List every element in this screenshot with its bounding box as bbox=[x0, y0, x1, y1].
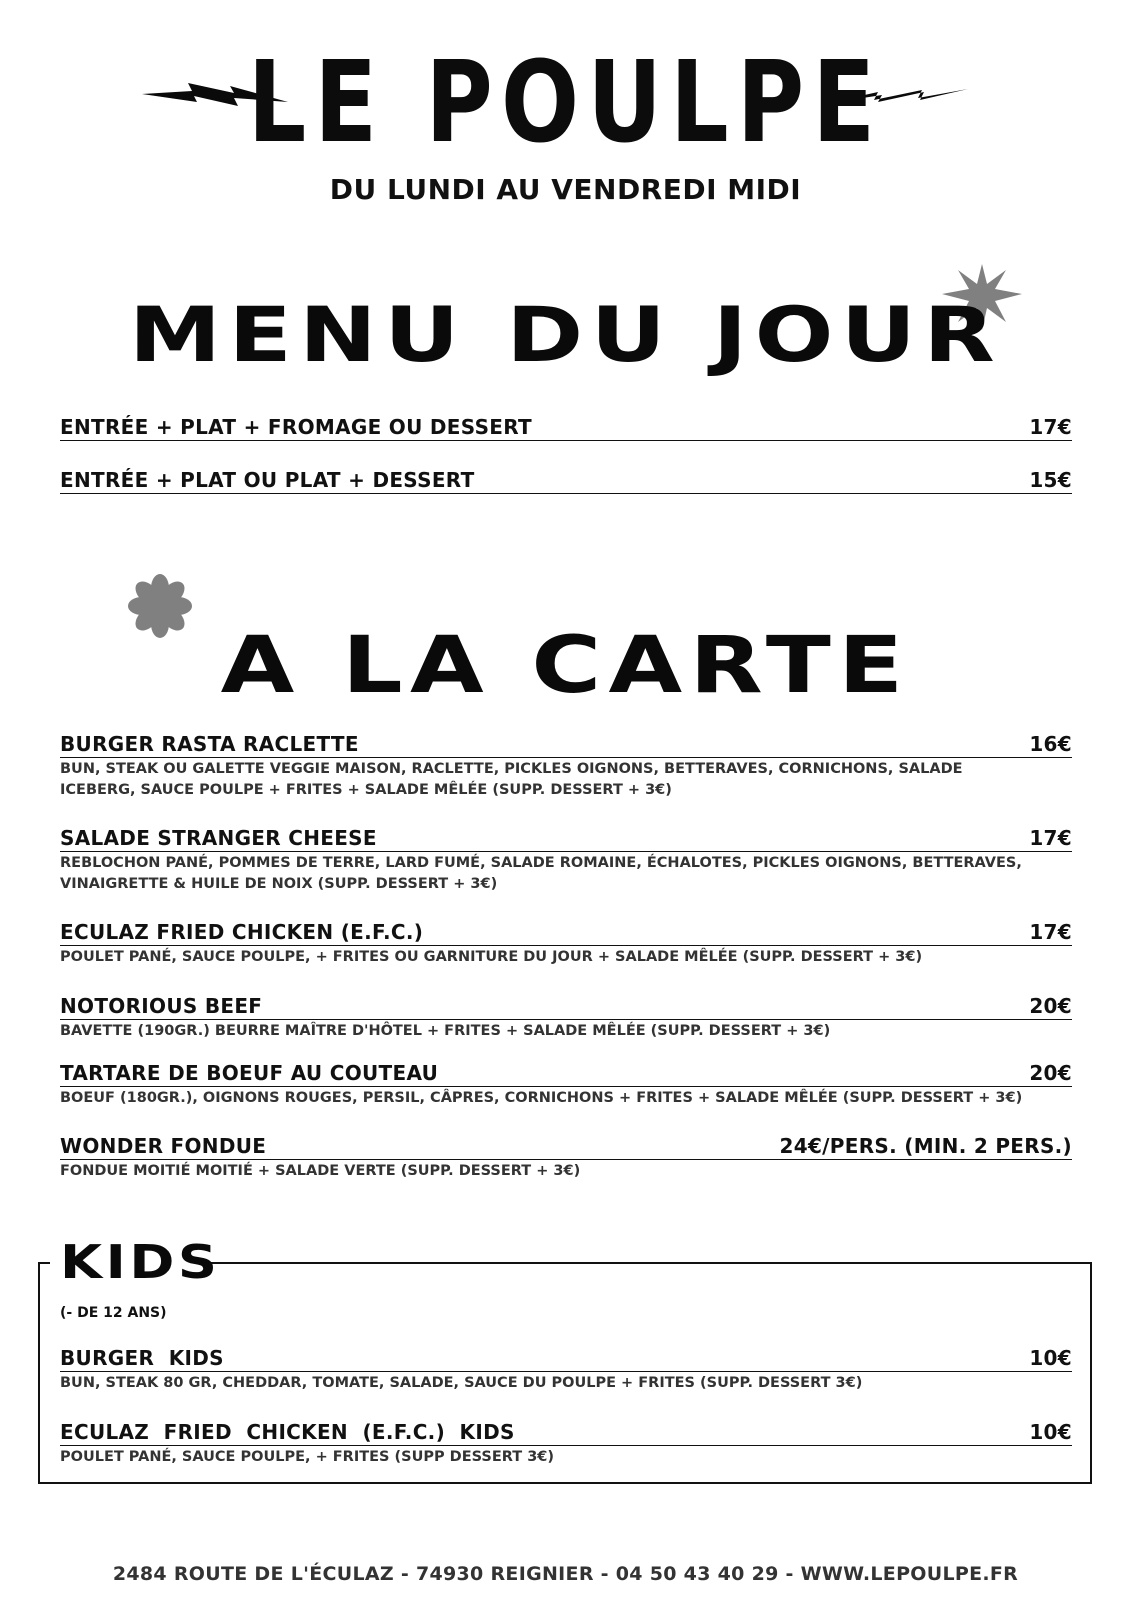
dish-name: WONDER FONDUE bbox=[60, 1134, 267, 1158]
dish-price: 10€ bbox=[1029, 1420, 1072, 1444]
kids-dish-row bbox=[60, 1345, 1072, 1372]
description-line: BUN, STEAK 80 GR, CHEDDAR, TOMATE, SALADE, SAUCE DU POULPE + FRITES (SUPP. DESSERT 3€) bbox=[60, 1375, 863, 1391]
a-la-carte-heading: A LA CARTE bbox=[220, 621, 911, 711]
kids-title-wrap bbox=[50, 1235, 221, 1289]
dish-description bbox=[60, 853, 1080, 895]
dish-price: 16€ bbox=[1029, 732, 1072, 756]
description-line: BOEUF (180GR.), OIGNONS ROUGES, PERSIL, CÂPRES, CORNICHONS + FRITES + SALADE MÊLÉE (SUPP. DESSERT + 3€) bbox=[60, 1090, 1023, 1106]
dish-row bbox=[60, 1133, 1072, 1160]
dish-row bbox=[60, 993, 1072, 1020]
description-line: VINAIGRETTE & HUILE DE NOIX (SUPP. DESSERT + 3€) bbox=[60, 876, 498, 892]
dish-name: ECULAZ FRIED CHICKEN (E.F.C.) KIDS bbox=[60, 1420, 515, 1444]
dish-name: BURGER RASTA RACLETTE bbox=[60, 732, 359, 756]
logo-title: LE POULPE bbox=[247, 38, 884, 168]
dish-description bbox=[60, 1447, 1080, 1468]
formula-price: 17€ bbox=[1029, 415, 1072, 439]
dish-row bbox=[60, 825, 1072, 852]
dish-price: 20€ bbox=[1029, 1061, 1072, 1085]
dish-description bbox=[60, 759, 1080, 801]
page-subtitle: DU LUNDI AU VENDREDI MIDI bbox=[329, 173, 802, 206]
description-line: BUN, STEAK OU GALETTE VEGGIE MAISON, RACLETTE, PICKLES OIGNONS, BETTERAVES, CORNICHONS, SALADE bbox=[60, 761, 963, 777]
formula-name: ENTRÉE + PLAT OU PLAT + DESSERT bbox=[60, 468, 475, 492]
dish-name: ECULAZ FRIED CHICKEN (E.F.C.) bbox=[60, 920, 424, 944]
dish-price: 17€ bbox=[1029, 920, 1072, 944]
kids-dish-row bbox=[60, 1419, 1072, 1446]
dish-description bbox=[60, 947, 1080, 968]
dish-description bbox=[60, 1161, 1080, 1182]
formula-row bbox=[60, 467, 1072, 494]
description-line: BAVETTE (190GR.) BEURRE MAÎTRE D'HÔTEL + FRITES + SALADE MÊLÉE (SUPP. DESSERT + 3€) bbox=[60, 1023, 831, 1039]
dish-price: 10€ bbox=[1029, 1346, 1072, 1370]
dish-name: NOTORIOUS BEEF bbox=[60, 994, 263, 1018]
description-line: POULET PANÉ, SAUCE POULPE, + FRITES OU GARNITURE DU JOUR + SALADE MÊLÉE (SUPP. DESSERT + 3€) bbox=[60, 949, 923, 965]
kids-heading: KIDS bbox=[60, 1235, 221, 1289]
kids-age-note: (- DE 12 ANS) bbox=[60, 1305, 167, 1321]
dish-name: SALADE STRANGER CHEESE bbox=[60, 826, 377, 850]
dish-description bbox=[60, 1021, 1080, 1042]
formula-row bbox=[60, 414, 1072, 441]
description-line: FONDUE MOITIÉ MOITIÉ + SALADE VERTE (SUPP. DESSERT + 3€) bbox=[60, 1163, 581, 1179]
description-line: ICEBERG, SAUCE POULPE + FRITES + SALADE MÊLÉE (SUPP. DESSERT + 3€) bbox=[60, 782, 672, 798]
dish-row bbox=[60, 731, 1072, 758]
dish-name: BURGER KIDS bbox=[60, 1346, 224, 1370]
dish-price: 24€/PERS. (MIN. 2 PERS.) bbox=[779, 1134, 1072, 1158]
dish-row bbox=[60, 919, 1072, 946]
description-line: REBLOCHON PANÉ, POMMES DE TERRE, LARD FUMÉ, SALADE ROMAINE, ÉCHALOTES, PICKLES OIGNONS, BETTERAVES, bbox=[60, 855, 1022, 871]
formula-name: ENTRÉE + PLAT + FROMAGE OU DESSERT bbox=[60, 415, 532, 439]
dish-description bbox=[60, 1373, 1080, 1394]
formula-price: 15€ bbox=[1029, 468, 1072, 492]
footer-contact: 2484 ROUTE DE L'ÉCULAZ - 74930 REIGNIER - 04 50 43 40 29 - WWW.LEPOULPE.FR bbox=[112, 1563, 1019, 1585]
dish-price: 17€ bbox=[1029, 826, 1072, 850]
dish-row bbox=[60, 1060, 1072, 1087]
menu-du-jour-heading: MENU DU JOUR bbox=[128, 290, 1003, 379]
description-line: POULET PANÉ, SAUCE POULPE, + FRITES (SUPP DESSERT 3€) bbox=[60, 1449, 555, 1465]
dish-price: 20€ bbox=[1029, 994, 1072, 1018]
dish-name: TARTARE DE BOEUF AU COUTEAU bbox=[60, 1061, 439, 1085]
dish-description bbox=[60, 1088, 1080, 1109]
